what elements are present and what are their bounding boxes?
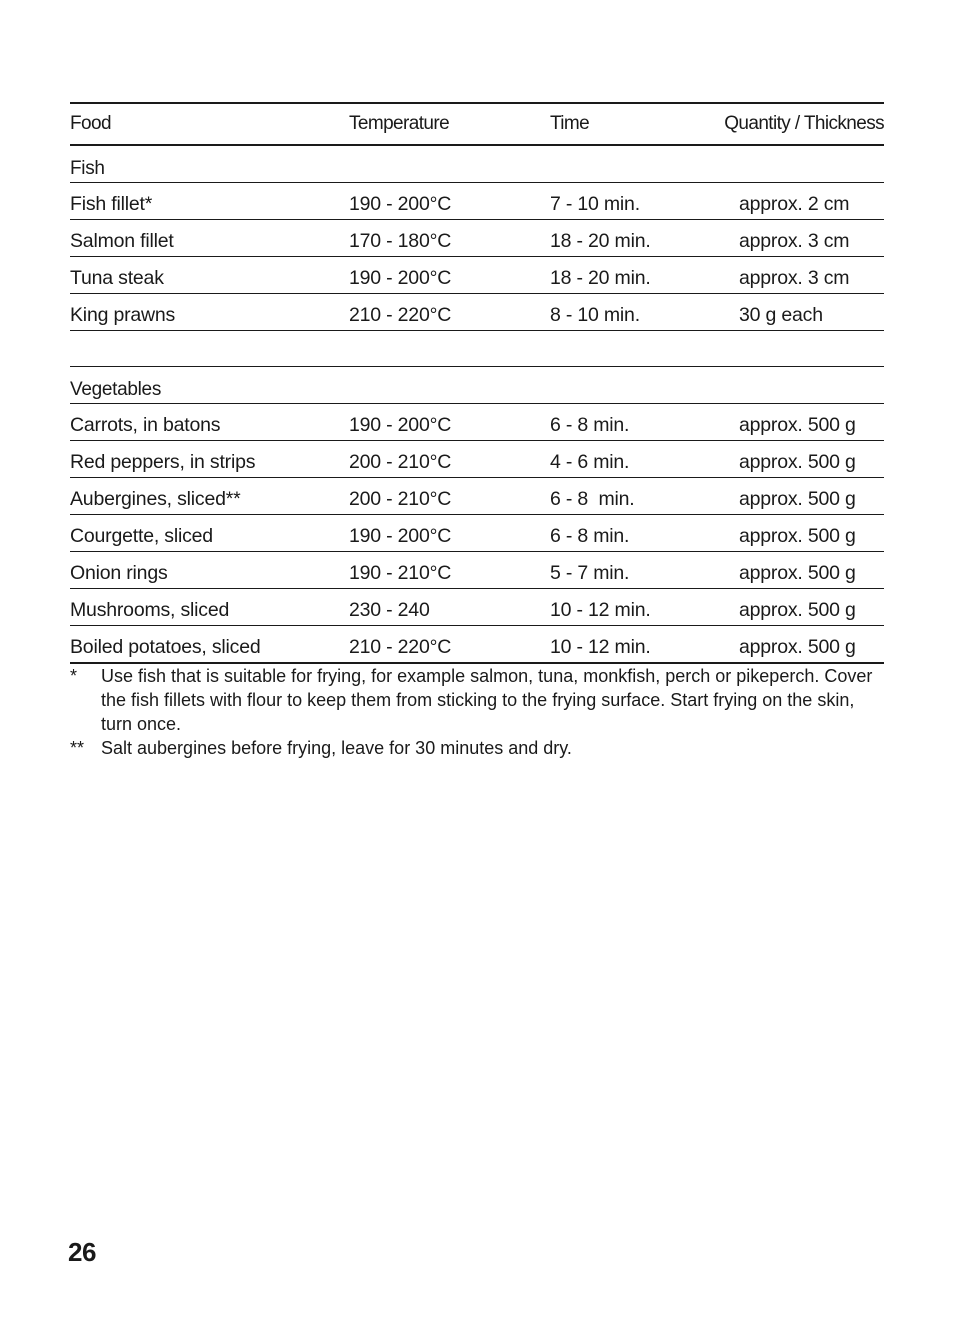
temperature-cell: 200 - 210°C — [349, 451, 452, 473]
footnote-text: Salt aubergines before frying, leave for 30 minutes and dry. — [101, 738, 572, 758]
table-row — [70, 441, 884, 478]
quantity-cell: approx. 3 cm — [739, 230, 850, 252]
quantity-cell: approx. 2 cm — [739, 193, 850, 215]
header-time: Time — [550, 113, 590, 134]
table-row — [70, 626, 884, 664]
time-cell: 8 - 10 min. — [550, 304, 640, 326]
table-row — [70, 257, 884, 294]
food-cell: Red peppers, in strips — [70, 451, 256, 473]
time-cell: 4 - 6 min. — [550, 451, 630, 473]
temperature-cell: 190 - 200°C — [349, 193, 452, 215]
food-cell: King prawns — [70, 304, 176, 326]
time-cell: 6 - 8 min. — [550, 414, 630, 436]
time-cell: 10 - 12 min. — [550, 599, 651, 621]
quantity-cell: approx. 3 cm — [739, 267, 850, 289]
table-row — [70, 478, 884, 515]
quantity-cell: approx. 500 g — [739, 525, 856, 547]
quantity-cell: approx. 500 g — [739, 414, 856, 436]
time-cell: 6 - 8 min. — [550, 525, 630, 547]
food-cell: Carrots, in batons — [70, 414, 221, 436]
table-row — [70, 589, 884, 626]
food-cell: Mushrooms, sliced — [70, 599, 230, 621]
table-header-row — [70, 104, 884, 146]
cooking-table — [70, 102, 884, 664]
footnote-mark: * — [70, 666, 78, 686]
footnotes — [70, 664, 884, 760]
table-row — [70, 404, 884, 441]
temperature-cell: 190 - 200°C — [349, 267, 452, 289]
quantity-cell: approx. 500 g — [739, 562, 856, 584]
footnote-fish — [70, 664, 884, 736]
temperature-cell: 190 - 210°C — [349, 562, 452, 584]
temperature-cell: 190 - 200°C — [349, 414, 452, 436]
food-cell: Courgette, sliced — [70, 525, 213, 547]
header-food: Food — [70, 113, 111, 134]
section-divider — [70, 331, 884, 367]
time-cell: 6 - 8 min. — [550, 488, 635, 510]
section-title: Fish — [70, 158, 105, 179]
temperature-cell: 210 - 220°C — [349, 304, 452, 326]
footnote-aubergines — [70, 736, 884, 760]
time-cell: 18 - 20 min. — [550, 230, 651, 252]
footnote-text: Use fish that is suitable for frying, for example salmon, tuna, monkfish, perch or pikeperch. Cover the fish fillets with flour to keep them from sticking to the frying surface. Start frying on the skin, turn once. — [101, 666, 873, 734]
time-cell: 18 - 20 min. — [550, 267, 651, 289]
quantity-cell: approx. 500 g — [739, 599, 856, 621]
food-cell: Fish fillet* — [70, 193, 153, 215]
quantity-cell: 30 g each — [739, 304, 823, 326]
quantity-cell: approx. 500 g — [739, 636, 856, 658]
time-cell: 5 - 7 min. — [550, 562, 630, 584]
table-row — [70, 294, 884, 331]
section-heading-fish — [70, 146, 884, 183]
food-cell: Boiled potatoes, sliced — [70, 636, 261, 658]
time-cell: 10 - 12 min. — [550, 636, 651, 658]
header-quantity: Quantity / Thickness — [724, 113, 884, 134]
food-cell: Onion rings — [70, 562, 168, 584]
section-title: Vegetables — [70, 379, 162, 400]
header-temperature: Temperature — [349, 113, 450, 134]
temperature-cell: 230 - 240 — [349, 599, 430, 621]
quantity-cell: approx. 500 g — [739, 488, 856, 510]
temperature-cell: 170 - 180°C — [349, 230, 452, 252]
food-cell: Salmon fillet — [70, 230, 174, 252]
table-row — [70, 183, 884, 220]
page-number: 26 — [68, 1237, 96, 1267]
quantity-cell: approx. 500 g — [739, 451, 856, 473]
table-row — [70, 552, 884, 589]
time-cell: 7 - 10 min. — [550, 193, 640, 215]
table-row — [70, 220, 884, 257]
temperature-cell: 200 - 210°C — [349, 488, 452, 510]
temperature-cell: 190 - 200°C — [349, 525, 452, 547]
footnote-mark: ** — [70, 738, 85, 758]
food-cell: Aubergines, sliced** — [70, 488, 241, 510]
table-row — [70, 515, 884, 552]
temperature-cell: 210 - 220°C — [349, 636, 452, 658]
food-cell: Tuna steak — [70, 267, 164, 289]
section-heading-vegetables — [70, 367, 884, 404]
